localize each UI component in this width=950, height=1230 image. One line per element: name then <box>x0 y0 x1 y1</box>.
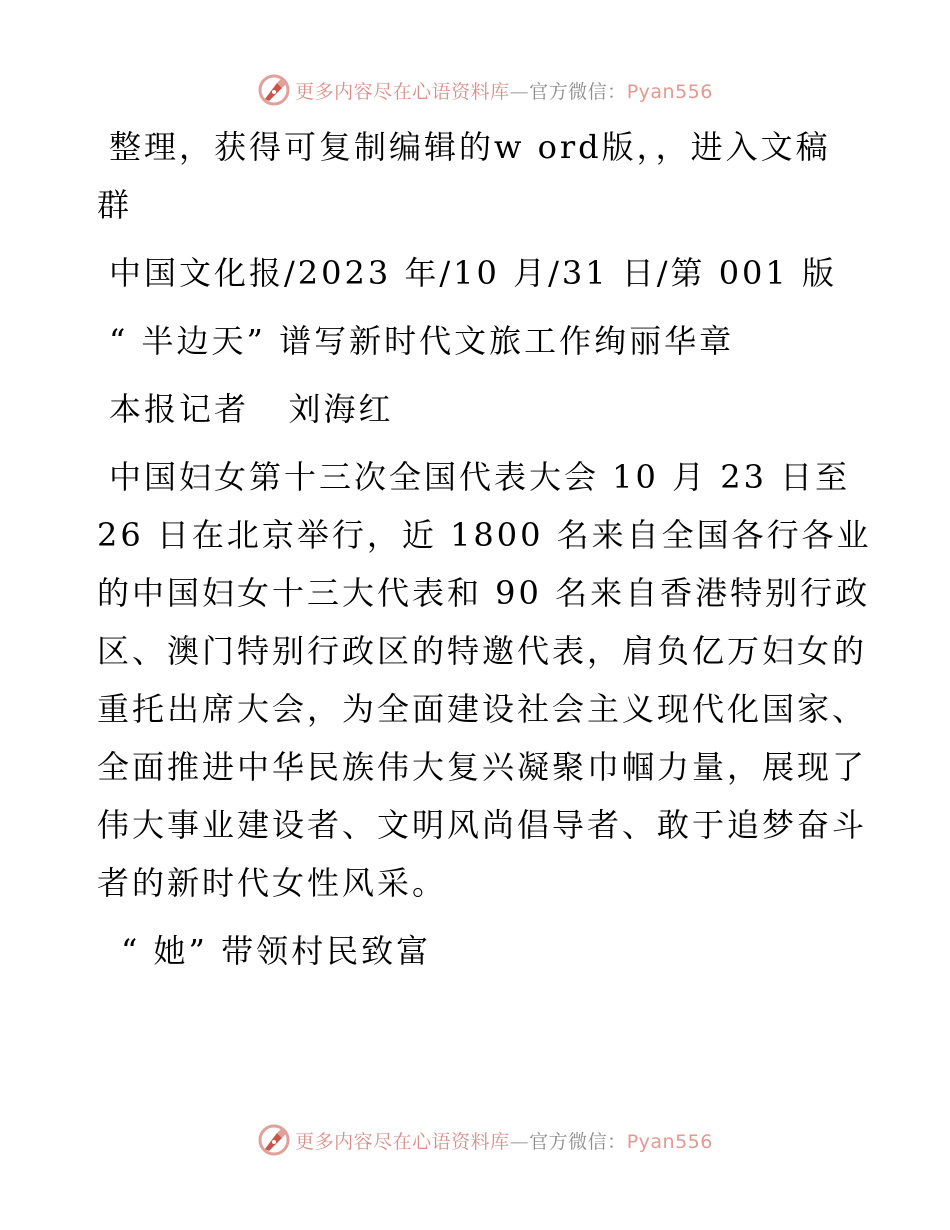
headline <box>97 312 857 370</box>
body-line: 的中国妇女十三大代表和 90 名来自香港特别行政 <box>97 574 871 612</box>
body-line: 全面推进中华民族伟大复兴凝聚巾帼力量，展现了 <box>97 748 868 786</box>
document-body <box>97 118 872 990</box>
source-text: 中国文化报/2023 年/10 月/31 日/第 001 版 <box>109 254 837 292</box>
pen-nib-logo-icon <box>257 73 291 107</box>
body-line: 中国妇女第十三次全国代表大会 10 月 23 日至 <box>109 458 851 496</box>
pen-nib-logo-icon <box>257 1123 291 1157</box>
byline <box>97 380 857 438</box>
byline-text: 本报记者 刘海红 <box>109 390 394 428</box>
watermark-main-text: 更多内容尽在心语资料库 <box>295 1130 510 1153</box>
intro-paragraph <box>97 118 857 176</box>
watermark-wechat-id: Pyan556 <box>626 1130 713 1153</box>
body-line: 重托出席大会，为全面建设社会主义现代化国家、 <box>97 690 868 728</box>
watermark-wechat-label: 官方微信： <box>529 80 627 103</box>
body-line: 伟大事业建设者、文明风尚倡导者、敢于追梦奋斗 <box>97 806 868 844</box>
watermark-group <box>257 73 713 107</box>
source-line <box>97 244 857 302</box>
subheading <box>97 922 857 980</box>
body-line: 者的新时代女性风采。 <box>97 864 448 902</box>
header-watermark <box>0 70 950 110</box>
subheading-text: “ 她” 带领村民致富 <box>121 932 432 970</box>
watermark-separator: — <box>509 1130 530 1153</box>
footer-watermark <box>0 1120 950 1160</box>
body-paragraph <box>97 448 872 912</box>
intro-line: 群 <box>97 186 133 224</box>
body-line: 26 日在北京举行，近 1800 名来自全国各行各业 <box>97 516 872 554</box>
watermark-wechat-id: Pyan556 <box>626 80 713 103</box>
headline-text: “ 半边天” 谱写新时代文旅工作绚丽华章 <box>109 322 735 360</box>
intro-paragraph-continued <box>97 176 857 234</box>
watermark-separator: — <box>509 80 530 103</box>
watermark-group <box>257 1123 713 1157</box>
watermark-text <box>295 77 713 104</box>
watermark-wechat-label: 官方微信： <box>529 1130 627 1153</box>
watermark-text <box>295 1127 713 1154</box>
body-line: 区、澳门特别行政区的特邀代表，肩负亿万妇女的 <box>97 632 868 670</box>
intro-line: 整理，获得可复制编辑的w ord版，，进入文稿 <box>109 128 831 166</box>
watermark-main-text: 更多内容尽在心语资料库 <box>295 80 510 103</box>
